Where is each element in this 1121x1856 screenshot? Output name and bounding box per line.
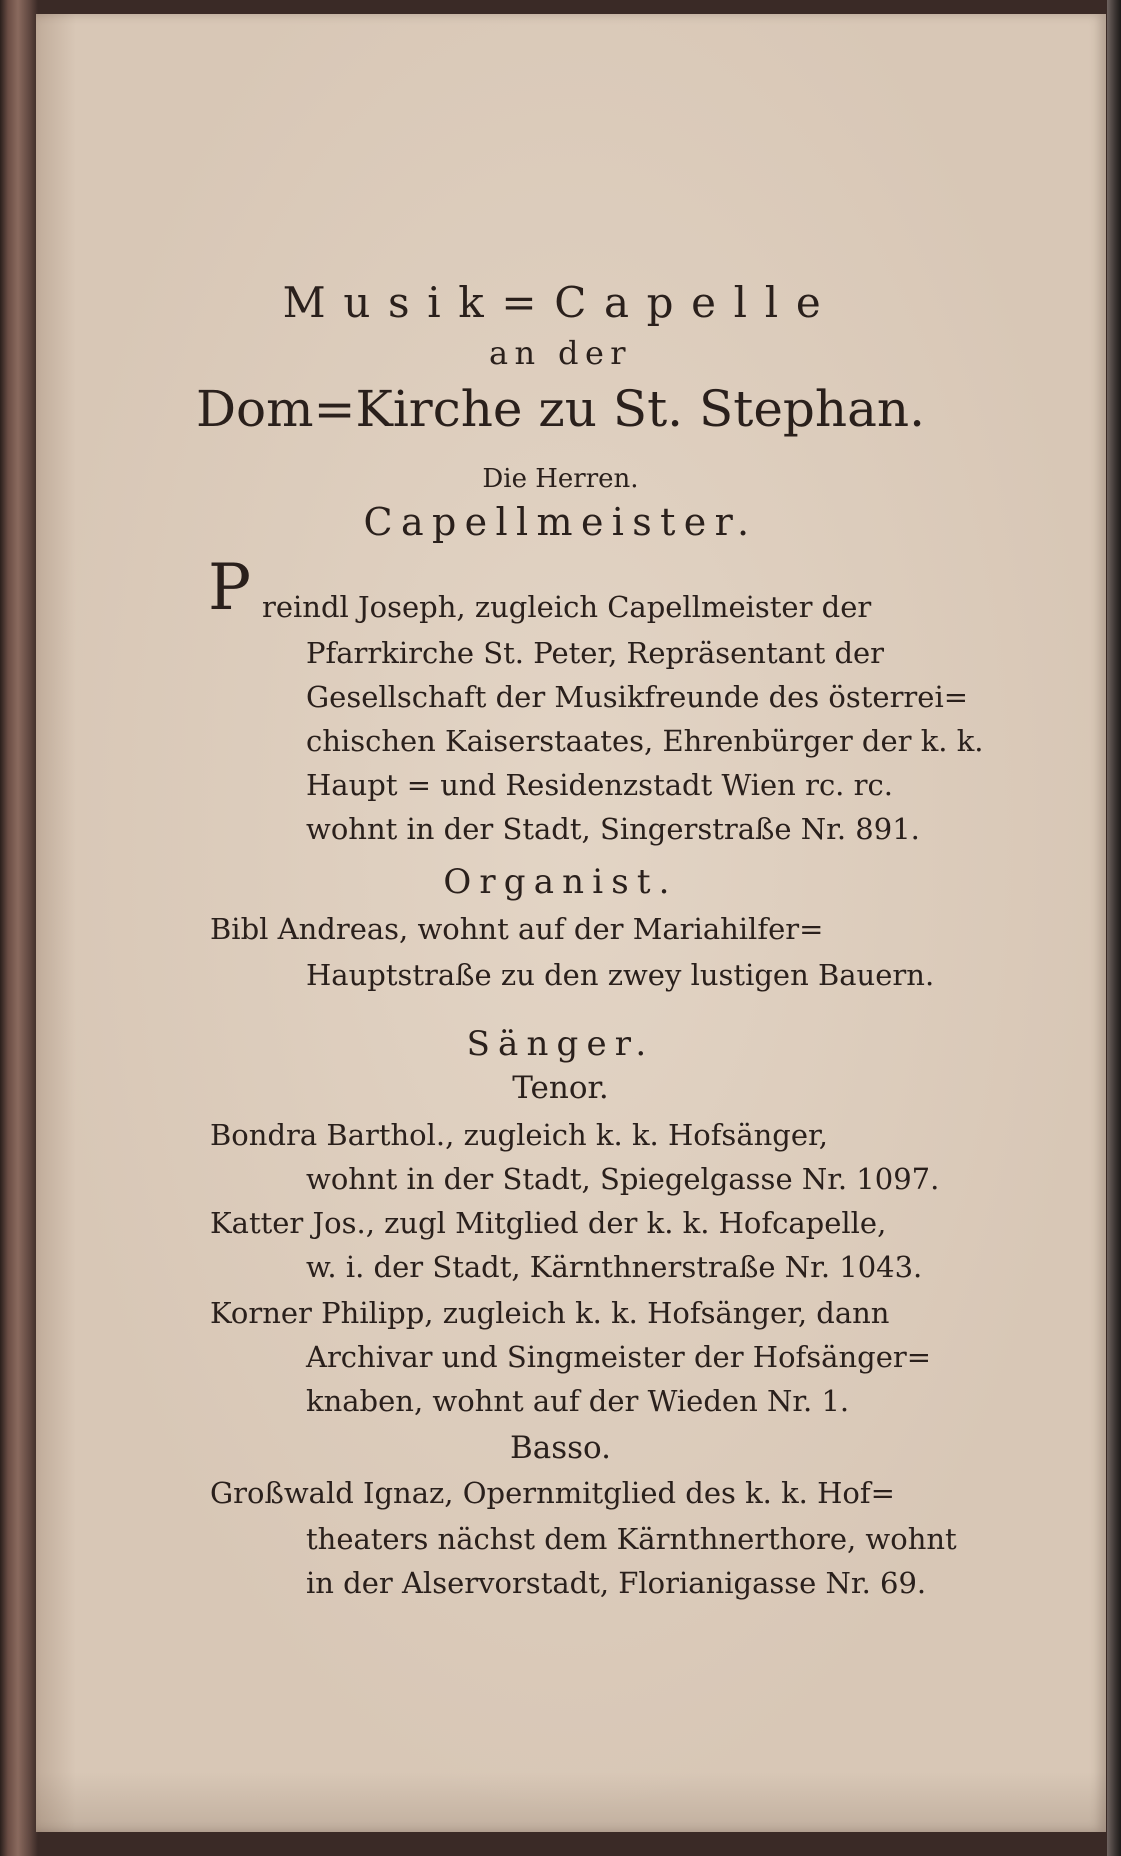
text-line: w. i. der Stadt, Kärnthnerstraße Nr. 1043.	[306, 1250, 923, 1284]
subheading-tenor: Tenor.	[512, 1070, 609, 1106]
text-line: Hauptstraße zu den zwey lustigen Bauern.	[306, 958, 935, 992]
text-line: Bondra Barthol., zugleich k. k. Hofsänger,	[210, 1118, 828, 1152]
text-line: in der Alservorstadt, Florianigasse Nr. 69.	[306, 1566, 927, 1600]
text-line: Großwald Ignaz, Opernmitglied des k. k. Hof=	[210, 1476, 895, 1510]
section-heading-kapellmeister: Capellmeister.	[363, 500, 758, 544]
section-heading-saenger: Sänger.	[466, 1024, 655, 1064]
drop-cap: P	[208, 551, 252, 625]
text-line: Haupt = und Residenzstadt Wien rc. rc.	[306, 768, 893, 802]
salutation: Die Herren.	[482, 464, 639, 494]
subheading-basso: Basso.	[509, 1430, 612, 1466]
text-line: chischen Kaiserstaates, Ehrenbürger der k. k.	[306, 724, 984, 758]
text-line: Korner Philipp, zugleich k. k. Hofsänger, dann	[210, 1296, 890, 1330]
text-line: knaben, wohnt auf der Wieden Nr. 1.	[306, 1384, 850, 1418]
text-line: reindl Joseph, zugleich Capellmeister der	[262, 590, 872, 624]
church-title: Dom=Kirche zu St. Stephan.	[195, 380, 926, 438]
text-line: Katter Jos., zugl Mitglied der k. k. Hofcapelle,	[210, 1206, 887, 1240]
page-subtitle: an der	[489, 334, 632, 372]
text-line: wohnt in der Stadt, Singerstraße Nr. 891.	[306, 812, 920, 846]
text-line: wohnt in der Stadt, Spiegelgasse Nr. 1097.	[306, 1162, 940, 1196]
text-line: Bibl Andreas, wohnt auf der Mariahilfer=	[210, 912, 824, 946]
text-line: Gesellschaft der Musikfreunde des österrei=	[306, 680, 969, 714]
page-title: Musik=Capelle	[282, 278, 839, 327]
text-line: theaters nächst dem Kärnthnerthore, wohnt	[306, 1522, 957, 1556]
section-heading-organist: Organist.	[443, 862, 678, 902]
text-line: Pfarrkirche St. Peter, Repräsentant der	[306, 636, 885, 670]
text-line: Archivar und Singmeister der Hofsänger=	[306, 1340, 932, 1374]
